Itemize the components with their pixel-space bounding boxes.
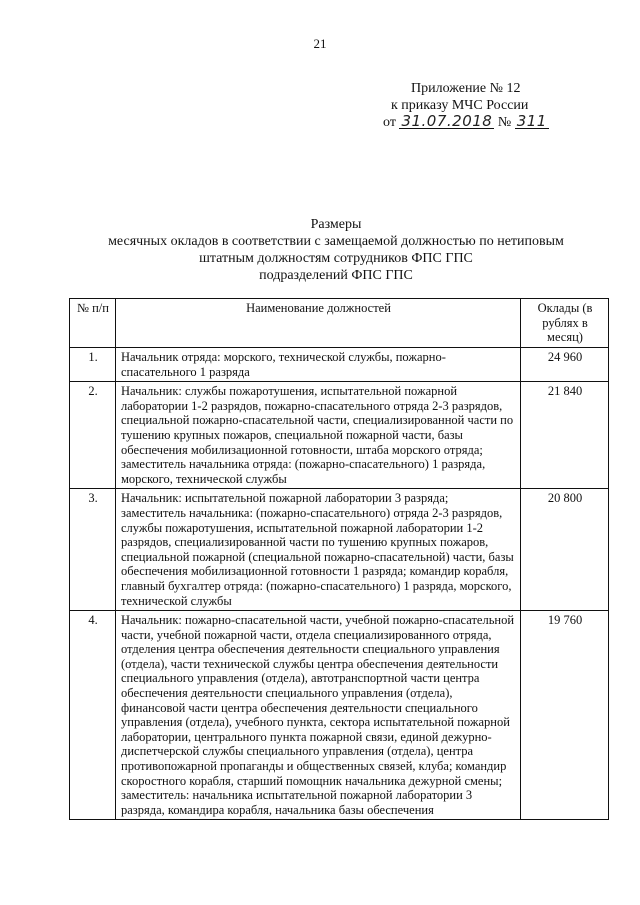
header-salary: Оклады (в рублях в месяц) [521,299,609,348]
row-salary: 21 840 [521,382,609,489]
handwritten-order-number: 311 [516,112,547,130]
page-number: 21 [313,36,327,51]
appendix-block [383,80,613,131]
row-number: 2. [70,382,116,489]
header-number: № п/п [70,299,116,348]
row-number: 3. [70,489,116,611]
title-line-4: подразделений ФПС ГПС [259,268,413,283]
table-header-row [70,299,609,348]
table-row [70,348,609,382]
row-position-name: Начальник: испытательной пожарной лаборатории 3 разряда; заместитель начальника: (пожарно-спасательного) отряда 2-3 разрядов, службы пожаротушения, испытательной пожарной лаборатории 1-2 разрядов, специализированной части по тушению крупных пожаров, специальной пожарной (специальной пожарно-спасательной) части, базы обеспечения мобилизационной готовности 1 разряда; командир корабля, главный бухгалтер отряда: (пожарно-спасательного) 1 разряда, морского, технической службы [116,489,521,611]
row-number: 1. [70,348,116,382]
table-row [70,611,609,820]
appendix-title: Приложение № 12 [411,81,521,96]
row-salary: 24 960 [521,348,609,382]
title-line-2: месячных окладов в соответствии с замещаемой должностью по нетиповым [108,234,564,249]
row-position-name: Начальник: службы пожаротушения, испытательной пожарной лаборатории 1-2 разрядов, пожарно-спасательного отряда 2-3 разрядов, специальной пожарно-спасательной части, специализированной части по тушению крупных пожаров, специальной пожарной части, базы обеспечения мобилизационной готовности, штаба морского отряда; заместитель начальника отряда: (пожарно-спасательного) 1 разряда, морского, технической службы [116,382,521,489]
date-prefix: от [383,115,396,130]
row-salary: 20 800 [521,489,609,611]
table-row [70,489,609,611]
document-title [60,216,612,284]
salary-table [69,298,609,820]
title-line-1: Размеры [310,217,362,232]
row-position-name: Начальник отряда: морского, технической службы, пожарно-спасательного 1 разряда [116,348,521,382]
appendix-order-ref: к приказу МЧС России [391,98,529,113]
row-number: 4. [70,611,116,820]
appendix-date-line [383,114,613,131]
handwritten-date: 31.07.2018 [401,112,493,130]
number-prefix: № [497,115,512,130]
title-line-3: штатным должностям сотрудников ФПС ГПС [199,251,473,266]
row-position-name: Начальник: пожарно-спасательной части, учебной пожарно-спасательной части, учебной пожарной части, отдела специализированного отряда, отделения центра обеспечения деятельности специального управления (отдела), части технической службы центра обеспечения деятельности специального управления (отдела), автотранспортной части центра обеспечения деятельности специального управления (отдела), финансовой части центра обеспечения деятельности специального управления (отдела), учебного пункта, сектора испытательной пожарной лаборатории, центрального пункта пожарной связи, единой дежурно-диспетчерской службы специального управления (отдела), центра противопожарной пропаганды и общественных связей, клуба; командир скоростного корабля, старший помощник начальника дежурной смены; заместитель: начальника испытательной пожарной лаборатории 3 разряда, командира корабля, начальника базы обеспечения [116,611,521,820]
header-position-name: Наименование должностей [116,299,521,348]
table-row [70,382,609,489]
row-salary: 19 760 [521,611,609,820]
